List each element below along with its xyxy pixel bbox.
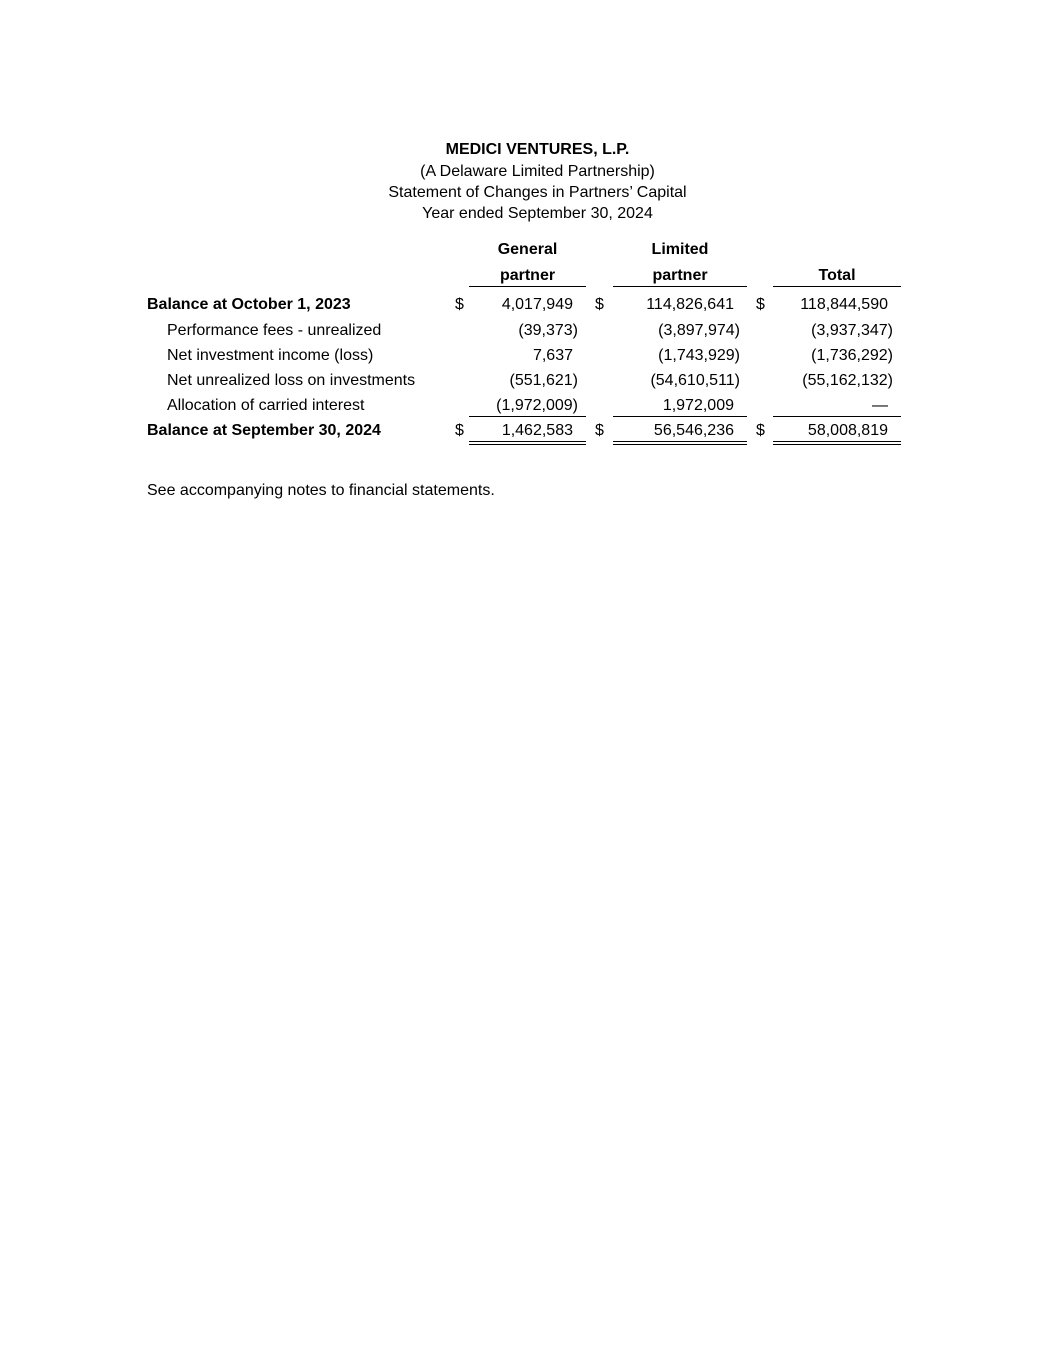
row-label-closing-balance: Balance at September 30, 2024 — [147, 422, 381, 439]
statement-title: Statement of Changes in Partners’ Capital — [388, 184, 687, 201]
col-limited-line1: Limited — [651, 241, 709, 258]
cell-general: 1,462,583 — [501, 422, 573, 439]
cell-limited: 56,546,236 — [653, 422, 734, 439]
cell-general: 4,017,949 — [501, 296, 573, 313]
cell-limited: 114,826,641 — [646, 296, 734, 313]
company-name: MEDICI VENTURES, L.P. — [445, 141, 630, 158]
col-general-underline — [469, 286, 586, 287]
cell-total: — — [872, 397, 888, 414]
subtotal-underline-total — [773, 416, 901, 417]
cell-limited: (54,610,511) — [650, 372, 740, 389]
total-double-underline-total — [773, 441, 901, 445]
cell-general: 7,637 — [532, 347, 573, 364]
col-general-line2: partner — [499, 267, 556, 284]
currency-symbol: $ — [455, 422, 464, 439]
row-label: Allocation of carried interest — [167, 397, 365, 414]
cell-limited: (3,897,974) — [658, 322, 740, 339]
cell-total: (55,162,132) — [802, 372, 893, 389]
row-label: Performance fees - unrealized — [167, 322, 382, 339]
cell-limited: (1,743,929) — [658, 347, 740, 364]
currency-symbol: $ — [595, 422, 604, 439]
col-total: Total — [818, 267, 856, 284]
cell-general: (1,972,009) — [496, 397, 578, 414]
total-double-underline-general — [469, 441, 586, 445]
cell-total: 118,844,590 — [800, 296, 888, 313]
currency-symbol: $ — [756, 296, 765, 313]
statement-period: Year ended September 30, 2024 — [422, 205, 653, 222]
cell-total: 58,008,819 — [807, 422, 888, 439]
total-double-underline-limited — [613, 441, 747, 445]
subtotal-underline-limited — [613, 416, 747, 417]
row-label: Net unrealized loss on investments — [167, 372, 416, 389]
cell-general: (39,373) — [518, 322, 578, 339]
col-total-underline — [773, 286, 901, 287]
col-limited-underline — [613, 286, 747, 287]
cell-limited: 1,972,009 — [662, 397, 734, 414]
row-label: Net investment income (loss) — [167, 347, 374, 364]
col-limited-line2: partner — [652, 267, 708, 284]
entity-type: (A Delaware Limited Partnership) — [420, 163, 655, 180]
subtotal-underline-general — [469, 416, 586, 417]
footnote: See accompanying notes to financial statements. — [147, 482, 495, 499]
currency-symbol: $ — [756, 422, 765, 439]
cell-general: (551,621) — [509, 372, 578, 389]
currency-symbol: $ — [595, 296, 604, 313]
cell-total: (3,937,347) — [811, 322, 893, 339]
cell-total: (1,736,292) — [811, 347, 893, 364]
row-label-opening-balance: Balance at October 1, 2023 — [147, 296, 351, 313]
col-general-line1: General — [497, 241, 558, 258]
currency-symbol: $ — [455, 296, 464, 313]
